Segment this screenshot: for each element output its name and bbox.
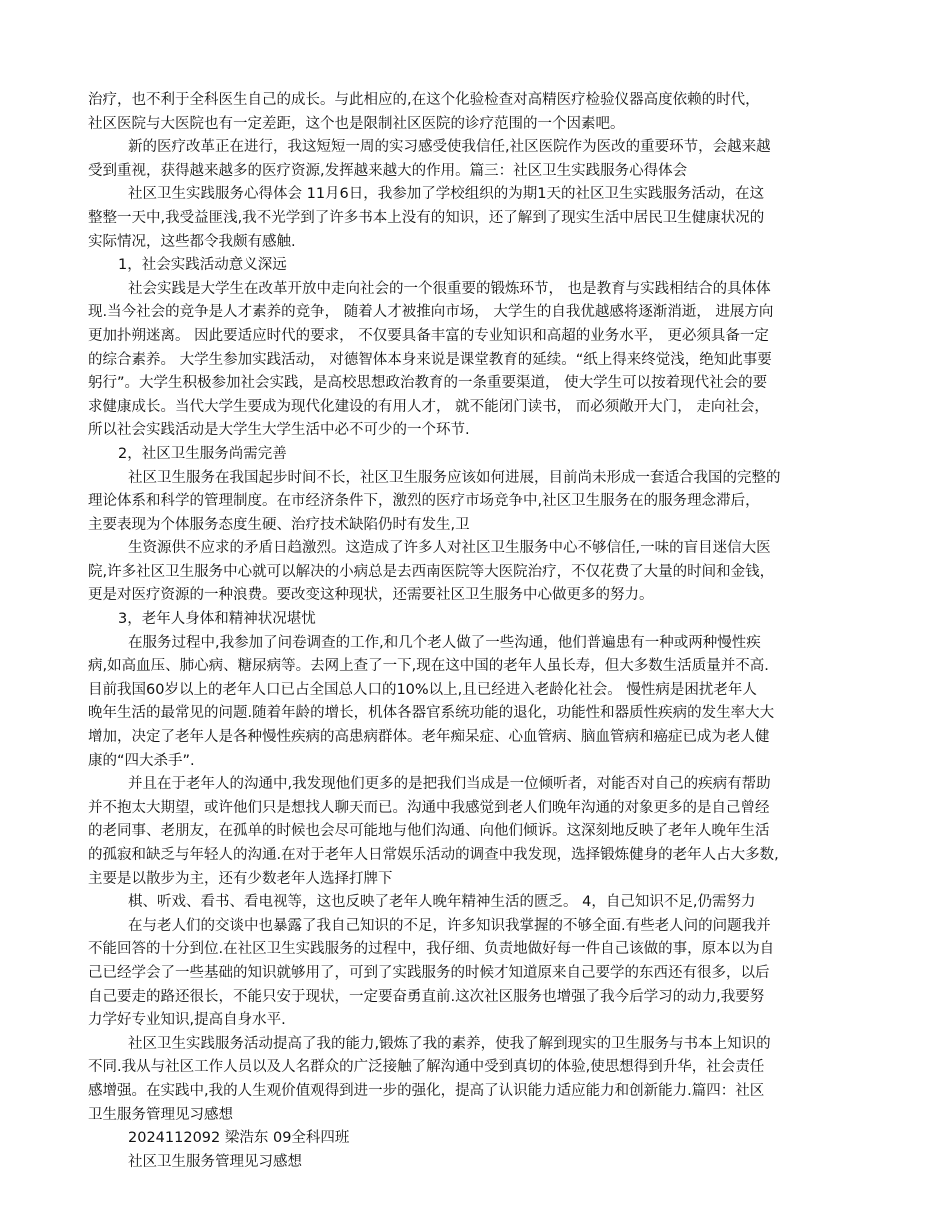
text-line: 病,如高血压、肺心病、糖尿病等。去网上查了一下,现在这中国的老年人虽长寿，但大多数生活质量并不高.: [88, 658, 769, 675]
text-line: 晚年生活的最常见的问题.随着年龄的增长，机体各器官系统功能的退化，功能性和器质性疾病的发生率大大: [88, 705, 775, 722]
text-line: 生资源供不应求的矛盾日趋激烈。这造成了许多人对社区卫生服务中心不够信任,一味的盲目迷信大医: [128, 540, 771, 557]
text-line: 主要是以散步为主，还有少数老年人选择打牌下: [88, 870, 393, 887]
text-line: 并不抱太大期望，或许他们只是想找人聊天而已。沟通中我感觉到老人们晚年沟通的对象更多的是自己曾经: [88, 799, 770, 816]
text-line: 院,许多社区卫生服务中心就可以解决的小病总是去西南医院等大医院治疗，不仅花费了大量的时间和金钱，: [88, 563, 775, 580]
text-line: 所以社会实践活动是大学生大学生活中必不可少的一个环节.: [88, 422, 470, 439]
text-line: 力学好专业知识,提高自身水平.: [88, 1012, 286, 1029]
text-line: 社区卫生实践服务心得体会 11月6日，我参加了学校组织的为期1天的社区卫生实践服务活动，在这: [128, 186, 765, 203]
text-line: 2024112092 梁浩东 09全科四班: [128, 1130, 350, 1147]
text-line: 社区医院与大医院也有一定差距，这个也是限制社区医院的诊疗范围的一个因素吧。: [88, 115, 625, 132]
text-line: 棋、听戏、看书、看电视等，这也反映了老年人晚年精神生活的匮乏。 4，自己知识不足,仍需努力: [128, 894, 756, 911]
text-line: 自己要走的路还很长，不能只安于现状，一定要奋勇直前.这次社区服务也增强了我今后学习的动力,我要努: [88, 988, 765, 1005]
text-line: 更是对医疗资源的一种浪费。要改变这种现状，还需要社区卫生服务中心做更多的努力。: [88, 587, 654, 604]
text-line: 目前我国60岁以上的老年人口已占全国总人口的10%以上,且已经进入老龄化社会。 慢性病是困扰老年人: [88, 681, 757, 698]
text-line: 主要表现为个体服务态度生硬、治疗技术缺陷仍时有发生,卫: [88, 516, 470, 533]
text-line: 1，社会实践活动意义深远: [118, 257, 287, 274]
text-line: 新的医疗改革正在进行，我这短短一周的实习感受使我信任,社区医院作为医改的重要环节，会越来越: [128, 139, 771, 156]
text-line: 整整一天中,我受益匪浅,我不光学到了许多书本上没有的知识，还了解到了现实生活中居民卫生健康状况的: [88, 209, 765, 226]
text-line: 2，社区卫生服务尚需完善: [118, 445, 287, 462]
text-line: 己已经学会了一些基础的知识就够用了，可到了实践服务的时候才知道原来自己要学的东西还有很多，以后: [88, 964, 770, 981]
text-line: 社区卫生服务在我国起步时间不长，社区卫生服务应该如何进展，目前尚未形成一套适合我国的完整的: [128, 469, 781, 486]
text-line: 在与老人们的交谈中也暴露了我自己知识的不足，许多知识我掌握的不够全面.有些老人问的问题我并: [128, 917, 771, 934]
text-line: 现.当今社会的竞争是人才素养的竞争， 随着人才被推向市场， 大学生的自我优越感将逐渐消逝， 进展方向: [88, 304, 774, 321]
text-line: 的综合素养。 大学生参加实践活动， 对德智体本身来说是课堂教育的延续。“纸上得来终觉浅，绝知此事要: [88, 351, 772, 368]
text-line: 求健康成长。当代大学生要成为现代化建设的有用人才， 就不能闭门读书， 而必须敞开大门， 走向社会，: [88, 398, 769, 415]
text-line: 的孤寂和缺乏与年轻人的沟通.在对于老年人日常娱乐活动的调查中我发现，选择锻炼健身的老年人占大多数,: [88, 847, 779, 863]
text-line: 不同.我从与社区工作人员以及人名群众的广泛接触了解沟通中受到真切的体验,使思想得到升华，社会责任: [88, 1059, 765, 1076]
text-line: 增加，决定了老年人是各种慢性疾病的高患病群体。老年痴呆症、心血管病、脑血管病和癌症已成为老人健: [88, 729, 770, 746]
text-line: 社会实践是大学生在改革开放中走向社会的一个很重要的锻炼环节， 也是教育与实践相结合的具体体: [128, 280, 771, 297]
text-line: 躬行”。大学生积极参加社会实践，是高校思想政治教育的一条重要渠道， 使大学生可以按着现代社会的要: [88, 375, 768, 392]
text-line: 受到重视，获得越来越多的医疗资源,发挥越来越大的作用。篇三：社区卫生实践服务心得体会: [88, 162, 688, 179]
text-line: 并且在于老年人的沟通中,我发现他们更多的是把我们当成是一位倾听者，对能否对自己的疾病有帮助: [128, 776, 771, 793]
text-line: 不能回答的十分到位.在社区卫生实践服务的过程中，我仔细、负责地做好每一件自己该做的事，原本以为自: [88, 941, 775, 958]
text-line: 感增强。在实践中,我的人生观价值观得到进一步的强化，提高了认识能力适应能力和创新能力.篇四：社区: [88, 1082, 765, 1099]
text-line: 康的“四大杀手”.: [88, 752, 195, 769]
text-line: 的老同事、老朋友，在孤单的时候也会尽可能地与他们沟通、向他们倾诉。这深刻地反映了老年人晚年生活: [88, 823, 770, 840]
text-line: 社区卫生实践服务活动提高了我的能力,锻炼了我的素养，使我了解到现实的卫生服务与书本上知识的: [128, 1035, 771, 1052]
text-line: 社区卫生服务管理见习感想: [128, 1153, 302, 1170]
text-line: 治疗，也不利于全科医生自己的成长。与此相应的,在这个化验检查对高精医疗检验仪器高度依赖的时代，: [88, 92, 760, 108]
text-line: 理论体系和科学的管理制度。在市经济条件下，激烈的医疗市场竞争中,社区卫生服务在的服务理念滞后，: [88, 493, 760, 510]
text-line: 在服务过程中,我参加了问卷调查的工作,和几个老人做了一些沟通，他们普遍患有一种或两种慢性疾: [128, 634, 761, 651]
text-line: 更加扑朔迷离。 因此要适应时代的要求， 不仅要具备丰富的专业知识和高超的业务水平， 更必须具备一定: [88, 327, 769, 344]
text-line: 3，老年人身体和精神状况堪忧: [118, 611, 316, 628]
text-line: 卫生服务管理见习感想: [88, 1106, 233, 1123]
text-line: 实际情况，这些都令我颇有感触.: [88, 233, 296, 250]
